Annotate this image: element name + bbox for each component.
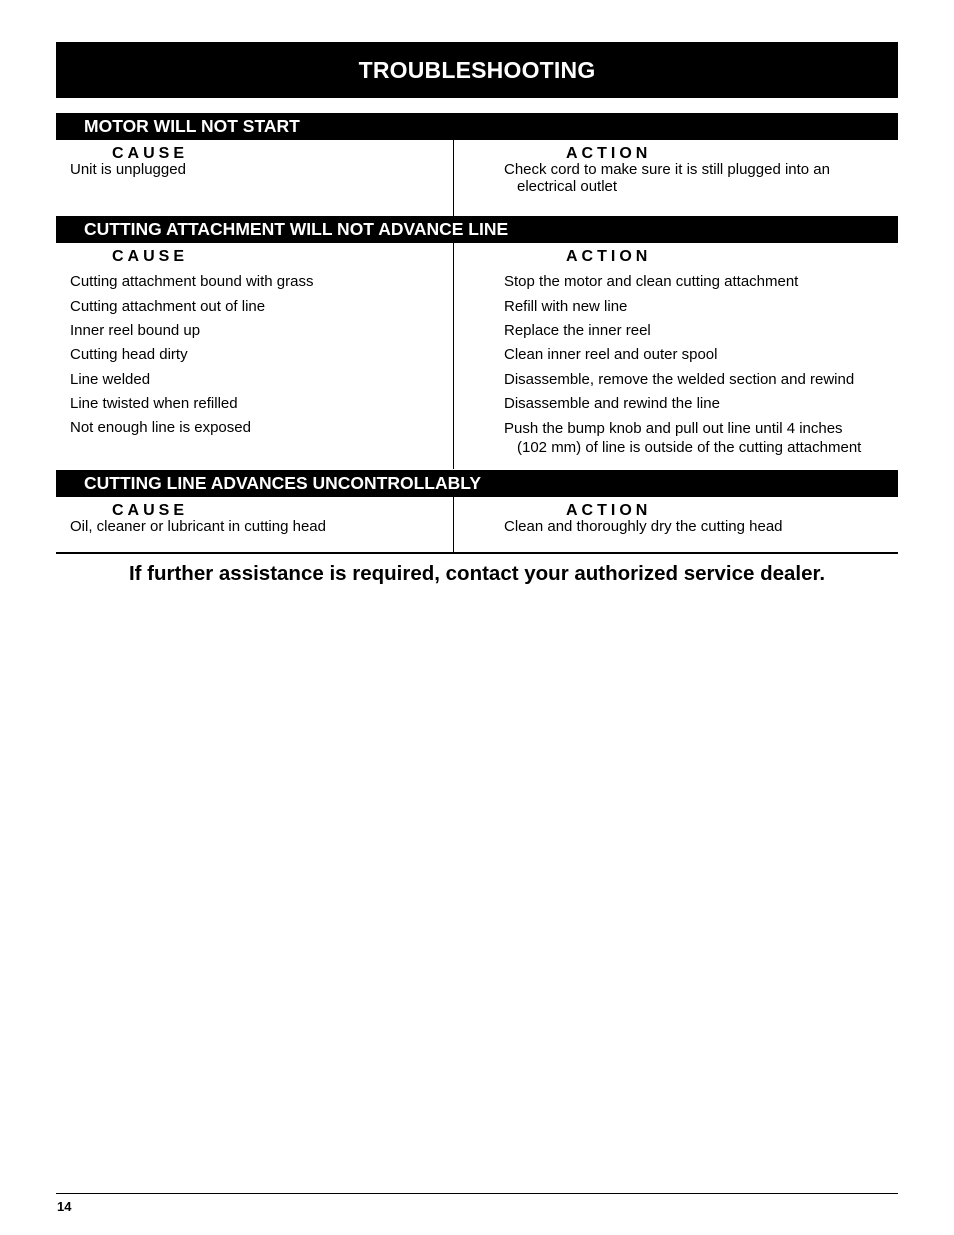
action-line: Push the bump knob and pull out line until 4 inches xyxy=(504,420,843,437)
cause-column xyxy=(56,243,454,469)
action-text: Disassemble, remove the welded section and rewind xyxy=(504,371,855,388)
action-heading: ACTION xyxy=(566,145,652,162)
action-heading: ACTION xyxy=(566,248,652,265)
action-text: Clean and thoroughly dry the cutting head xyxy=(504,518,783,535)
action-line: electrical outlet xyxy=(517,178,618,195)
action-text xyxy=(504,419,861,457)
section-title: CUTTING ATTACHMENT WILL NOT ADVANCE LINE xyxy=(56,216,898,243)
section-title: MOTOR WILL NOT START xyxy=(56,113,898,140)
cause-text: Not enough line is exposed xyxy=(70,419,251,436)
action-column xyxy=(454,497,898,552)
action-column xyxy=(454,243,898,469)
cause-column xyxy=(56,140,454,216)
cause-text: Inner reel bound up xyxy=(70,322,201,339)
action-text: Clean inner reel and outer spool xyxy=(504,346,718,363)
section-motor-will-not-start xyxy=(56,113,898,216)
action-heading: ACTION xyxy=(566,502,652,519)
action-line: (102 mm) of line is outside of the cutting attachment xyxy=(517,439,862,456)
assistance-note: If further assistance is required, contact your authorized service dealer. xyxy=(128,562,826,585)
action-line: Check cord to make sure it is still plugged into an xyxy=(504,161,830,178)
action-text: Replace the inner reel xyxy=(504,322,651,339)
cause-text: Cutting attachment out of line xyxy=(70,298,266,315)
cause-text: Cutting attachment bound with grass xyxy=(70,273,314,290)
action-text: Stop the motor and clean cutting attachment xyxy=(504,273,799,290)
cause-heading: CAUSE xyxy=(112,145,189,162)
page-number: 14 xyxy=(57,1199,72,1214)
cause-heading: CAUSE xyxy=(112,248,189,265)
action-text: Disassemble and rewind the line xyxy=(504,395,720,412)
cause-text: Line twisted when refilled xyxy=(70,395,238,412)
table-bottom-rule xyxy=(56,552,898,554)
footer-rule xyxy=(56,1193,898,1194)
action-column xyxy=(454,140,898,216)
action-text: Refill with new line xyxy=(504,298,628,315)
section-cutting-attachment-will-not-advance-line xyxy=(56,216,898,469)
cause-text: Line welded xyxy=(70,371,151,388)
page-title: TROUBLESHOOTING xyxy=(56,42,898,98)
cause-text: Cutting head dirty xyxy=(70,346,188,363)
cause-text: Oil, cleaner or lubricant in cutting head xyxy=(70,518,326,535)
cause-text: Unit is unplugged xyxy=(70,161,186,178)
section-title: CUTTING LINE ADVANCES UNCONTROLLABLY xyxy=(56,470,898,497)
cause-heading: CAUSE xyxy=(112,502,189,519)
action-text xyxy=(504,161,898,195)
section-cutting-line-advances-uncontrollably xyxy=(56,470,898,552)
cause-column xyxy=(56,497,454,552)
